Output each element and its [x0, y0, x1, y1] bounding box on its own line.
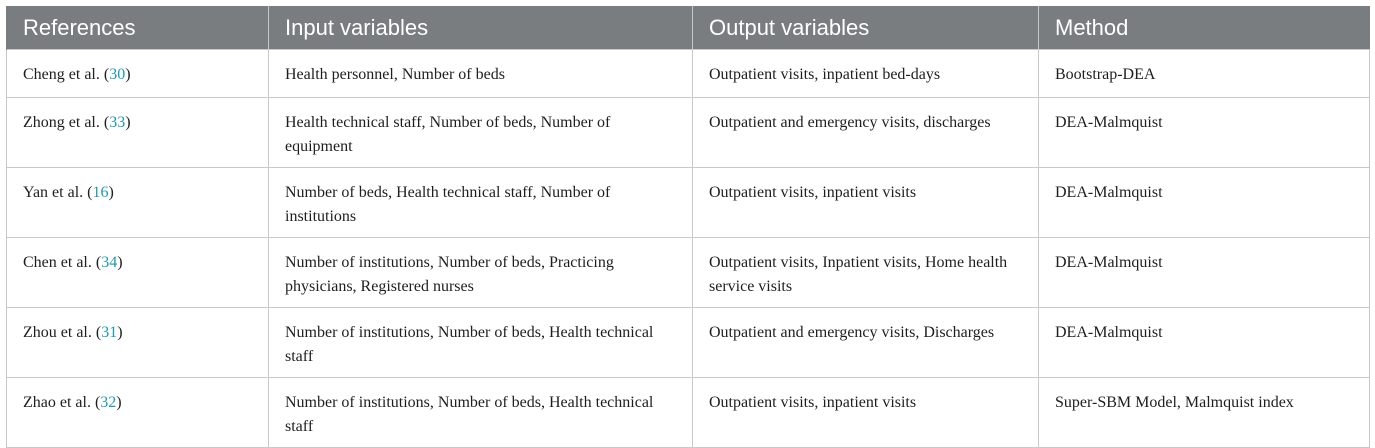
- cell-reference: [7, 50, 269, 98]
- cell-output-variables: Outpatient visits, Inpatient visits, Home health service visits: [693, 238, 1039, 308]
- reference-author: Chen et al. (: [23, 254, 102, 271]
- cell-reference: [7, 98, 269, 168]
- reference-close-paren: ): [117, 254, 123, 271]
- reference-author: Zhong et al. (: [23, 114, 110, 131]
- cell-reference: [7, 378, 269, 448]
- cell-output-variables: Outpatient visits, inpatient visits: [693, 378, 1039, 448]
- table-row: [7, 378, 1370, 448]
- cell-method: Bootstrap-DEA: [1039, 50, 1370, 98]
- table-row: [7, 50, 1370, 98]
- reference-close-paren: ): [116, 394, 122, 411]
- reference-author: Cheng et al. (: [23, 66, 110, 83]
- cell-input-variables: Number of institutions, Number of beds, Health technical staff: [269, 308, 693, 378]
- citation-link[interactable]: 33: [109, 114, 126, 131]
- cell-method: DEA-Malmquist: [1039, 238, 1370, 308]
- citation-link[interactable]: 32: [100, 394, 117, 411]
- cell-input-variables: Health personnel, Number of beds: [269, 50, 693, 98]
- cell-reference: [7, 308, 269, 378]
- cell-output-variables: Outpatient visits, inpatient bed-days: [693, 50, 1039, 98]
- table-row: [7, 238, 1370, 308]
- reference-close-paren: ): [108, 184, 114, 201]
- comparison-table-container: [6, 6, 1369, 448]
- cell-output-variables: Outpatient and emergency visits, discharges: [693, 98, 1039, 168]
- reference-close-paren: ): [117, 324, 123, 341]
- cell-method: DEA-Malmquist: [1039, 168, 1370, 238]
- cell-reference: [7, 238, 269, 308]
- cell-input-variables: Number of institutions, Number of beds, Health technical staff: [269, 378, 693, 448]
- references-table: [6, 6, 1370, 448]
- table-row: [7, 98, 1370, 168]
- header-references: References: [7, 6, 269, 50]
- table-row: [7, 168, 1370, 238]
- citation-link[interactable]: 31: [101, 324, 118, 341]
- cell-method: DEA-Malmquist: [1039, 98, 1370, 168]
- reference-author: Zhou et al. (: [23, 324, 102, 341]
- cell-method: Super-SBM Model, Malmquist index: [1039, 378, 1370, 448]
- citation-link[interactable]: 34: [101, 254, 118, 271]
- table-row: [7, 308, 1370, 378]
- cell-input-variables: Number of institutions, Number of beds, Practicing physicians, Registered nurses: [269, 238, 693, 308]
- cell-output-variables: Outpatient visits, inpatient visits: [693, 168, 1039, 238]
- reference-author: Zhao et al. (: [23, 394, 101, 411]
- cell-method: DEA-Malmquist: [1039, 308, 1370, 378]
- reference-close-paren: ): [125, 66, 131, 83]
- table-header-row: [7, 6, 1370, 50]
- cell-output-variables: Outpatient and emergency visits, Discharges: [693, 308, 1039, 378]
- cell-input-variables: Health technical staff, Number of beds, Number of equipment: [269, 98, 693, 168]
- citation-link[interactable]: 30: [109, 66, 126, 83]
- cell-input-variables: Number of beds, Health technical staff, Number of institutions: [269, 168, 693, 238]
- header-output-variables: Output variables: [693, 6, 1039, 50]
- reference-author: Yan et al. (: [23, 184, 93, 201]
- cell-reference: [7, 168, 269, 238]
- header-input-variables: Input variables: [269, 6, 693, 50]
- reference-close-paren: ): [125, 114, 131, 131]
- header-method: Method: [1039, 6, 1370, 50]
- citation-link[interactable]: 16: [92, 184, 109, 201]
